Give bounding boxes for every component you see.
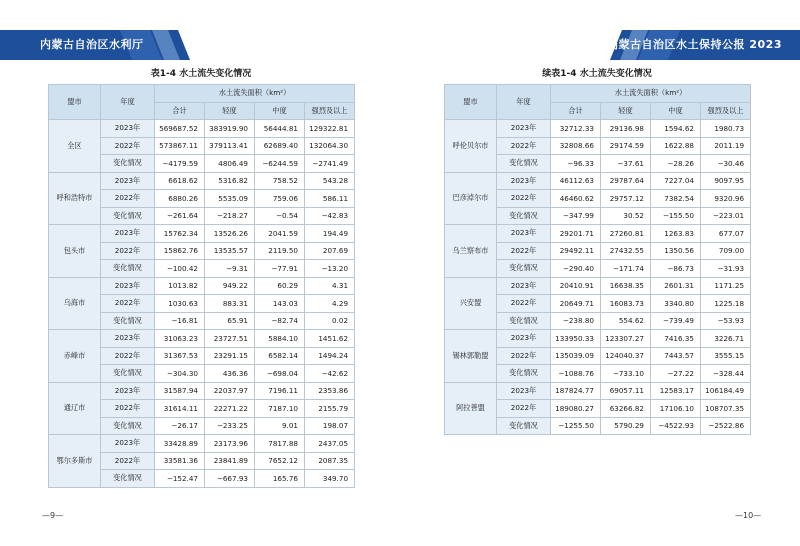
value-cell: 5790.29 <box>601 417 651 435</box>
region-name-cell: 乌海市 <box>49 277 101 330</box>
header-banner-left <box>0 30 190 60</box>
value-cell: 62689.40 <box>255 137 305 155</box>
value-cell: 554.62 <box>601 312 651 330</box>
value-cell: −739.49 <box>651 312 701 330</box>
value-cell: 29787.64 <box>601 172 651 190</box>
column-header-year: 年度 <box>497 85 551 120</box>
table-row <box>49 277 355 295</box>
value-cell: 5535.09 <box>205 190 255 208</box>
column-header-year: 年度 <box>101 85 155 120</box>
value-cell: −290.40 <box>551 260 601 278</box>
value-cell: 7187.10 <box>255 400 305 418</box>
left-page <box>48 68 354 488</box>
value-cell: 9320.96 <box>701 190 751 208</box>
value-cell: 23841.89 <box>205 452 255 470</box>
value-cell: −0.54 <box>255 207 305 225</box>
value-cell: 1263.83 <box>651 225 701 243</box>
year-cell: 变化情况 <box>497 365 551 383</box>
value-cell: −4522.93 <box>651 417 701 435</box>
year-cell: 2022年 <box>101 295 155 313</box>
region-name-cell: 锡林郭勒盟 <box>445 330 497 383</box>
year-cell: 2022年 <box>497 242 551 260</box>
value-cell: 2437.05 <box>305 435 355 453</box>
value-cell: 46112.63 <box>551 172 601 190</box>
year-cell: 2022年 <box>497 137 551 155</box>
year-cell: 2022年 <box>101 452 155 470</box>
value-cell: 65.91 <box>205 312 255 330</box>
value-cell: 5884.10 <box>255 330 305 348</box>
value-cell: 56444.81 <box>255 120 305 138</box>
column-group-header: 水土流失面积（km²） <box>155 85 355 103</box>
value-cell: 22037.97 <box>205 382 255 400</box>
value-cell: 30.52 <box>601 207 651 225</box>
left-table-body <box>49 120 355 488</box>
value-cell: 60.29 <box>255 277 305 295</box>
value-cell: 1030.63 <box>155 295 205 313</box>
value-cell: 123307.27 <box>601 330 651 348</box>
region-name-cell: 兴安盟 <box>445 277 497 330</box>
column-header-severe: 强烈及以上 <box>701 102 751 120</box>
value-cell: 349.70 <box>305 470 355 488</box>
value-cell: 436.36 <box>205 365 255 383</box>
value-cell: 106184.49 <box>701 382 751 400</box>
value-cell: −82.74 <box>255 312 305 330</box>
value-cell: 5316.82 <box>205 172 255 190</box>
value-cell: −171.74 <box>601 260 651 278</box>
value-cell: −13.20 <box>305 260 355 278</box>
value-cell: 23727.51 <box>205 330 255 348</box>
left-data-table <box>48 84 355 488</box>
year-cell: 2023年 <box>497 225 551 243</box>
year-cell: 变化情况 <box>497 312 551 330</box>
value-cell: 1980.73 <box>701 120 751 138</box>
value-cell: 15762.34 <box>155 225 205 243</box>
value-cell: 29201.71 <box>551 225 601 243</box>
column-header-light: 轻度 <box>205 102 255 120</box>
column-header-total: 合计 <box>551 102 601 120</box>
right-table-body <box>445 120 751 435</box>
year-cell: 2022年 <box>101 137 155 155</box>
year-cell: 变化情况 <box>497 155 551 173</box>
value-cell: 7227.04 <box>651 172 701 190</box>
value-cell: −42.83 <box>305 207 355 225</box>
year-cell: 2022年 <box>101 242 155 260</box>
value-cell: 543.28 <box>305 172 355 190</box>
year-cell: 变化情况 <box>101 312 155 330</box>
value-cell: −77.91 <box>255 260 305 278</box>
value-cell: −733.10 <box>601 365 651 383</box>
value-cell: 16083.73 <box>601 295 651 313</box>
value-cell: 1622.88 <box>651 137 701 155</box>
value-cell: 4.29 <box>305 295 355 313</box>
value-cell: 31587.94 <box>155 382 205 400</box>
value-cell: 132064.30 <box>305 137 355 155</box>
value-cell: 1451.62 <box>305 330 355 348</box>
value-cell: 1594.62 <box>651 120 701 138</box>
value-cell: 9.01 <box>255 417 305 435</box>
value-cell: 63266.82 <box>601 400 651 418</box>
value-cell: 1013.82 <box>155 277 205 295</box>
value-cell: −100.42 <box>155 260 205 278</box>
value-cell: 383919.90 <box>205 120 255 138</box>
value-cell: 13526.26 <box>205 225 255 243</box>
value-cell: 33581.36 <box>155 452 205 470</box>
value-cell: −304.30 <box>155 365 205 383</box>
value-cell: 883.31 <box>205 295 255 313</box>
value-cell: 1350.56 <box>651 242 701 260</box>
value-cell: 22271.22 <box>205 400 255 418</box>
value-cell: 1494.24 <box>305 347 355 365</box>
table-row <box>49 382 355 400</box>
value-cell: 143.03 <box>255 295 305 313</box>
value-cell: 2601.31 <box>651 277 701 295</box>
value-cell: 949.22 <box>205 277 255 295</box>
value-cell: −26.17 <box>155 417 205 435</box>
value-cell: 379113.41 <box>205 137 255 155</box>
right-header-title: 内蒙古自治区水土保持公报 2023 <box>607 38 782 51</box>
value-cell: 108707.35 <box>701 400 751 418</box>
value-cell: 7817.88 <box>255 435 305 453</box>
value-cell: 1225.18 <box>701 295 751 313</box>
year-cell: 变化情况 <box>101 207 155 225</box>
table-row <box>445 330 751 348</box>
value-cell: 15862.76 <box>155 242 205 260</box>
region-name-cell: 包头市 <box>49 225 101 278</box>
year-cell: 变化情况 <box>101 155 155 173</box>
value-cell: 6582.14 <box>255 347 305 365</box>
value-cell: 135039.09 <box>551 347 601 365</box>
value-cell: 1171.25 <box>701 277 751 295</box>
value-cell: 7196.11 <box>255 382 305 400</box>
value-cell: 46460.62 <box>551 190 601 208</box>
value-cell: −328.44 <box>701 365 751 383</box>
header-banner-right <box>607 30 800 60</box>
page-number-left: —9— <box>42 511 64 520</box>
year-cell: 2022年 <box>497 295 551 313</box>
value-cell: −27.22 <box>651 365 701 383</box>
value-cell: 29136.98 <box>601 120 651 138</box>
column-header-moderate: 中度 <box>255 102 305 120</box>
table-row <box>445 382 751 400</box>
value-cell: −16.81 <box>155 312 205 330</box>
value-cell: 12583.17 <box>651 382 701 400</box>
year-cell: 2023年 <box>497 172 551 190</box>
column-header-total: 合计 <box>155 102 205 120</box>
year-cell: 2022年 <box>497 347 551 365</box>
value-cell: −152.47 <box>155 470 205 488</box>
value-cell: 27432.55 <box>601 242 651 260</box>
value-cell: 69057.11 <box>601 382 651 400</box>
value-cell: 16638.35 <box>601 277 651 295</box>
value-cell: 6618.62 <box>155 172 205 190</box>
value-cell: 2041.59 <box>255 225 305 243</box>
column-header-severe: 强烈及以上 <box>305 102 355 120</box>
value-cell: 29174.59 <box>601 137 651 155</box>
value-cell: 2353.86 <box>305 382 355 400</box>
year-cell: 2023年 <box>101 382 155 400</box>
value-cell: −6244.59 <box>255 155 305 173</box>
value-cell: 29492.11 <box>551 242 601 260</box>
value-cell: −667.93 <box>205 470 255 488</box>
value-cell: 9097.95 <box>701 172 751 190</box>
value-cell: 23173.96 <box>205 435 255 453</box>
value-cell: 20410.91 <box>551 277 601 295</box>
value-cell: 187824.77 <box>551 382 601 400</box>
year-cell: 变化情况 <box>101 260 155 278</box>
value-cell: 4.31 <box>305 277 355 295</box>
value-cell: −31.93 <box>701 260 751 278</box>
column-header-light: 轻度 <box>601 102 651 120</box>
year-cell: 变化情况 <box>497 207 551 225</box>
region-name-cell: 呼和浩特市 <box>49 172 101 225</box>
right-page <box>444 68 750 435</box>
value-cell: 13535.57 <box>205 242 255 260</box>
region-name-cell: 阿拉善盟 <box>445 382 497 435</box>
value-cell: −261.64 <box>155 207 205 225</box>
value-cell: 2087.35 <box>305 452 355 470</box>
year-cell: 2022年 <box>101 400 155 418</box>
value-cell: 2011.19 <box>701 137 751 155</box>
value-cell: 7652.12 <box>255 452 305 470</box>
year-cell: 2023年 <box>101 120 155 138</box>
table-row <box>445 225 751 243</box>
year-cell: 2022年 <box>101 190 155 208</box>
value-cell: 165.76 <box>255 470 305 488</box>
value-cell: 569687.52 <box>155 120 205 138</box>
region-name-cell: 赤峰市 <box>49 330 101 383</box>
year-cell: 2023年 <box>497 382 551 400</box>
value-cell: −218.27 <box>205 207 255 225</box>
value-cell: 27260.81 <box>601 225 651 243</box>
region-name-cell: 呼伦贝尔市 <box>445 120 497 173</box>
value-cell: −2741.49 <box>305 155 355 173</box>
value-cell: 2155.79 <box>305 400 355 418</box>
value-cell: 6880.26 <box>155 190 205 208</box>
value-cell: −1255.50 <box>551 417 601 435</box>
table-row <box>49 330 355 348</box>
region-name-cell: 全区 <box>49 120 101 173</box>
value-cell: 31614.11 <box>155 400 205 418</box>
value-cell: 3340.80 <box>651 295 701 313</box>
value-cell: 32808.66 <box>551 137 601 155</box>
value-cell: 20649.71 <box>551 295 601 313</box>
value-cell: 2119.50 <box>255 242 305 260</box>
table-row <box>445 277 751 295</box>
region-name-cell: 巴彦淖尔市 <box>445 172 497 225</box>
value-cell: −96.33 <box>551 155 601 173</box>
region-name-cell: 鄂尔多斯市 <box>49 435 101 488</box>
value-cell: −4179.59 <box>155 155 205 173</box>
value-cell: 586.11 <box>305 190 355 208</box>
year-cell: 变化情况 <box>497 260 551 278</box>
value-cell: 0.02 <box>305 312 355 330</box>
year-cell: 变化情况 <box>101 365 155 383</box>
value-cell: 4806.49 <box>205 155 255 173</box>
value-cell: 759.06 <box>255 190 305 208</box>
table-row <box>49 435 355 453</box>
value-cell: −698.04 <box>255 365 305 383</box>
value-cell: 33428.89 <box>155 435 205 453</box>
value-cell: −30.46 <box>701 155 751 173</box>
year-cell: 2023年 <box>101 330 155 348</box>
year-cell: 2022年 <box>497 400 551 418</box>
value-cell: 677.07 <box>701 225 751 243</box>
value-cell: 7443.57 <box>651 347 701 365</box>
right-data-table <box>444 84 751 435</box>
left-header-title: 内蒙古自治区水利厅 <box>40 38 144 51</box>
value-cell: −42.62 <box>305 365 355 383</box>
value-cell: 31063.23 <box>155 330 205 348</box>
year-cell: 变化情况 <box>101 470 155 488</box>
value-cell: −1088.76 <box>551 365 601 383</box>
page-number-right: —10— <box>735 511 762 520</box>
year-cell: 2023年 <box>101 277 155 295</box>
year-cell: 2023年 <box>101 172 155 190</box>
value-cell: −28.26 <box>651 155 701 173</box>
value-cell: −233.25 <box>205 417 255 435</box>
value-cell: 129322.81 <box>305 120 355 138</box>
value-cell: 31367.53 <box>155 347 205 365</box>
table-row <box>445 120 751 138</box>
value-cell: 133950.33 <box>551 330 601 348</box>
year-cell: 2022年 <box>497 190 551 208</box>
table-row <box>445 172 751 190</box>
year-cell: 2023年 <box>101 435 155 453</box>
column-header-moderate: 中度 <box>651 102 701 120</box>
table-row <box>49 172 355 190</box>
column-header-region: 盟市 <box>49 85 101 120</box>
value-cell: 29757.12 <box>601 190 651 208</box>
value-cell: −347.99 <box>551 207 601 225</box>
value-cell: 17106.10 <box>651 400 701 418</box>
region-name-cell: 乌兰察布市 <box>445 225 497 278</box>
year-cell: 2023年 <box>497 277 551 295</box>
value-cell: −223.01 <box>701 207 751 225</box>
value-cell: 3226.71 <box>701 330 751 348</box>
value-cell: −2522.86 <box>701 417 751 435</box>
column-header-region: 盟市 <box>445 85 497 120</box>
value-cell: 709.00 <box>701 242 751 260</box>
value-cell: 3555.15 <box>701 347 751 365</box>
value-cell: 32712.33 <box>551 120 601 138</box>
table-row <box>49 120 355 138</box>
region-name-cell: 通辽市 <box>49 382 101 435</box>
value-cell: 7382.54 <box>651 190 701 208</box>
value-cell: 758.52 <box>255 172 305 190</box>
year-cell: 2023年 <box>101 225 155 243</box>
year-cell: 2022年 <box>101 347 155 365</box>
year-cell: 变化情况 <box>497 417 551 435</box>
column-group-header: 水土流失面积（km²） <box>551 85 751 103</box>
value-cell: −9.31 <box>205 260 255 278</box>
value-cell: 194.49 <box>305 225 355 243</box>
value-cell: 189080.27 <box>551 400 601 418</box>
year-cell: 变化情况 <box>101 417 155 435</box>
value-cell: −53.93 <box>701 312 751 330</box>
table-row <box>49 225 355 243</box>
value-cell: −37.61 <box>601 155 651 173</box>
year-cell: 2023年 <box>497 120 551 138</box>
value-cell: −155.50 <box>651 207 701 225</box>
value-cell: −238.80 <box>551 312 601 330</box>
value-cell: 198.07 <box>305 417 355 435</box>
right-table-title: 续表1-4 水土流失变化情况 <box>542 69 652 79</box>
value-cell: 207.69 <box>305 242 355 260</box>
value-cell: −86.73 <box>651 260 701 278</box>
value-cell: 7416.35 <box>651 330 701 348</box>
year-cell: 2023年 <box>497 330 551 348</box>
value-cell: 124040.37 <box>601 347 651 365</box>
value-cell: 23291.15 <box>205 347 255 365</box>
left-table-title: 表1-4 水土流失变化情况 <box>150 69 252 79</box>
value-cell: 573867.11 <box>155 137 205 155</box>
